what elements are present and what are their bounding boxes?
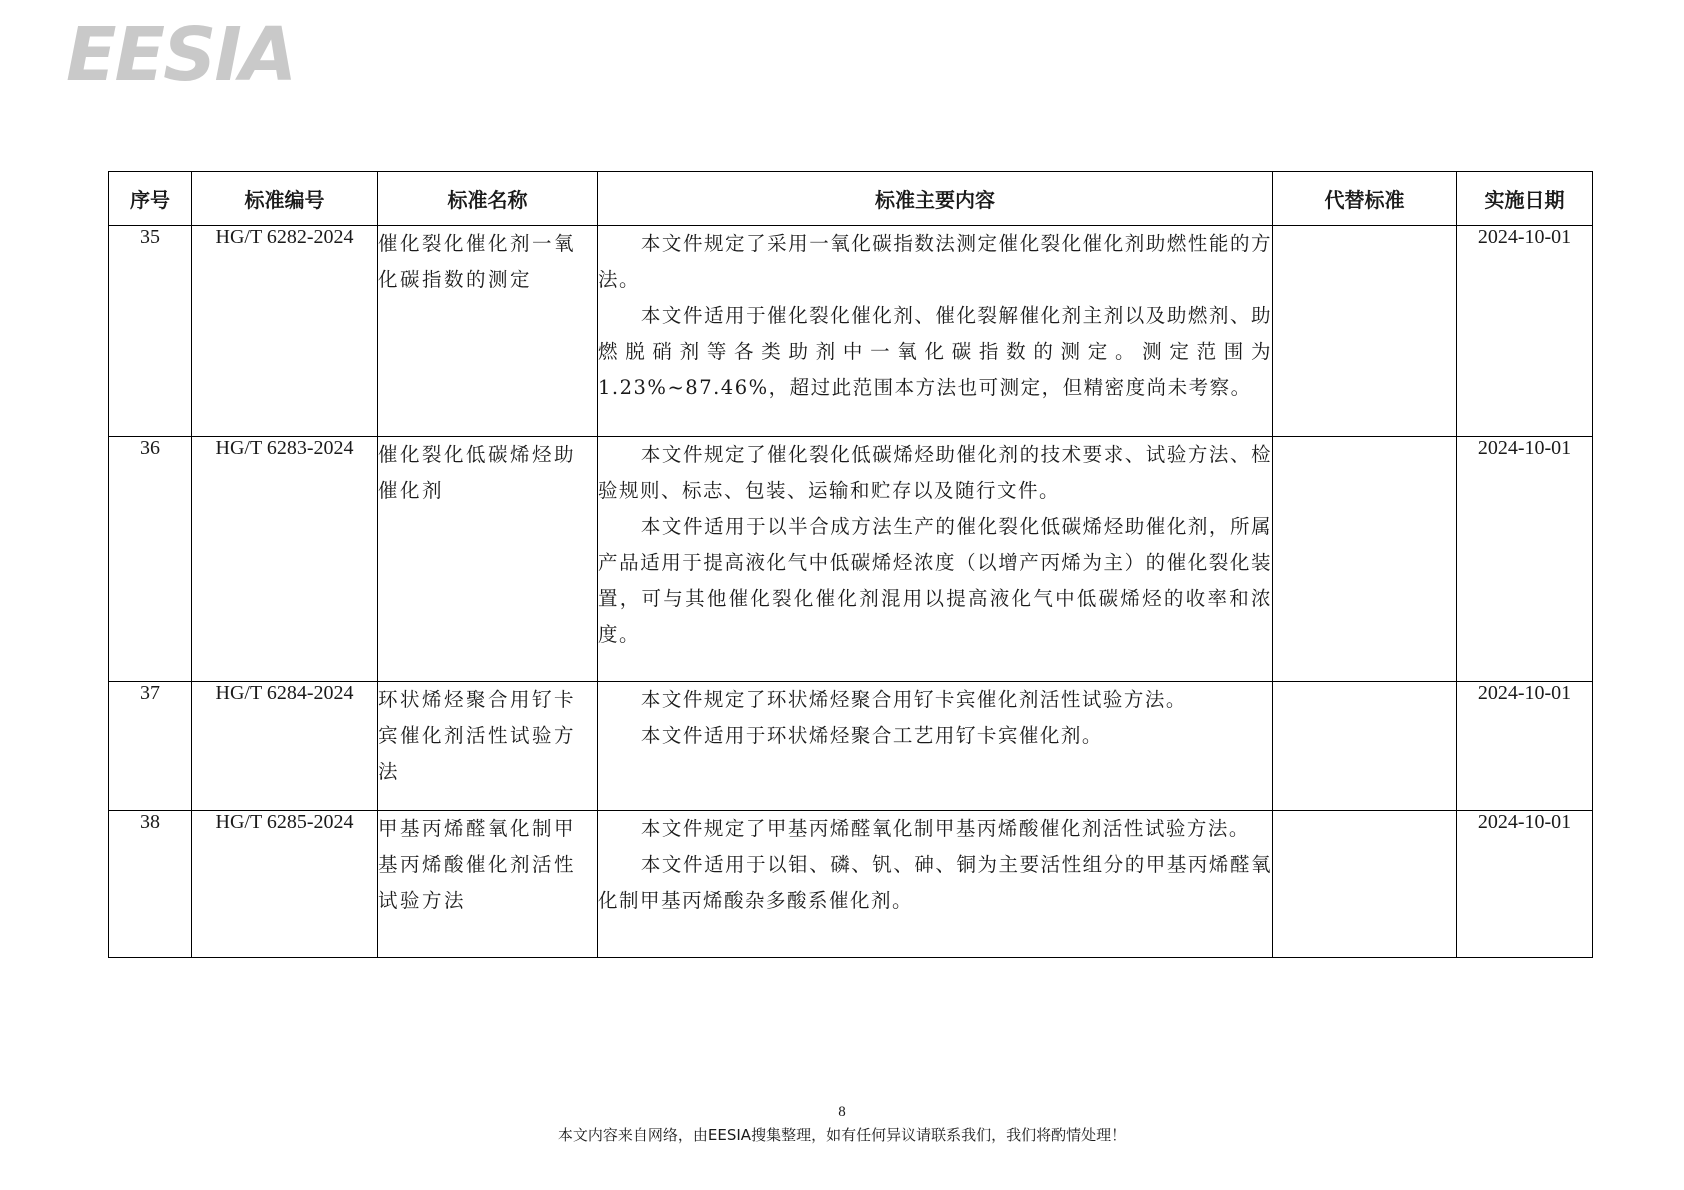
row-standard-name: 催化裂化催化剂一氧化碳指数的测定 <box>378 226 598 437</box>
row-serial-number: 37 <box>109 682 192 811</box>
table-row <box>109 682 1593 811</box>
row-standard-name: 甲基丙烯醛氧化制甲基丙烯酸催化剂活性试验方法 <box>378 811 598 958</box>
page-number: 8 <box>838 1104 846 1120</box>
row-effective-date: 2024-10-01 <box>1457 682 1593 811</box>
row-standard-code: HG/T 6285-2024 <box>192 811 378 958</box>
header-replaced-standard: 代替标准 <box>1273 172 1457 226</box>
row-effective-date: 2024-10-01 <box>1457 226 1593 437</box>
row-standard-name: 环状烯烃聚合用钌卡宾催化剂活性试验方法 <box>378 682 598 811</box>
header-effective-date: 实施日期 <box>1457 172 1593 226</box>
table-row <box>109 437 1593 682</box>
row-main-content <box>598 811 1273 958</box>
table-row <box>109 226 1593 437</box>
row-effective-date: 2024-10-01 <box>1457 437 1593 682</box>
row-main-content <box>598 437 1273 682</box>
standards-table <box>108 171 1593 958</box>
table-row <box>109 811 1593 958</box>
eesia-logo: EESIA <box>66 12 296 98</box>
row-replaced-standard <box>1273 811 1457 958</box>
row-replaced-standard <box>1273 682 1457 811</box>
content-paragraph: 本文件适用于环状烯烃聚合工艺用钌卡宾催化剂。 <box>640 724 1103 747</box>
row-effective-date: 2024-10-01 <box>1457 811 1593 958</box>
row-serial-number: 38 <box>109 811 192 958</box>
row-serial-number: 35 <box>109 226 192 437</box>
row-standard-code: HG/T 6284-2024 <box>192 682 378 811</box>
content-paragraph: 本文件规定了环状烯烃聚合用钌卡宾催化剂活性试验方法。 <box>640 688 1187 711</box>
content-paragraph: 本文件适用于以钼、磷、钒、砷、铜为主要活性组分的甲基丙烯醛氧化制甲基丙烯酸杂多酸系催化剂。 <box>598 853 1272 912</box>
content-paragraph: 本文件适用于催化裂化催化剂、催化裂解催化剂主剂以及助燃剂、助燃脱硝剂等各类助剂中一氧化碳指数的测定。测定范围为 1.23%~87.46%，超过此范围本方法也可测定，但精密度尚未考察。 <box>598 304 1272 399</box>
header-standard-name: 标准名称 <box>378 172 598 226</box>
row-standard-code: HG/T 6282-2024 <box>192 226 378 437</box>
footer-disclaimer: 本文内容来自网络，由EESIA搜集整理，如有任何异议请联系我们，我们将酌情处理！ <box>557 1126 1127 1144</box>
row-main-content <box>598 226 1273 437</box>
row-main-content <box>598 682 1273 811</box>
content-paragraph: 本文件规定了甲基丙烯醛氧化制甲基丙烯酸催化剂活性试验方法。 <box>640 817 1250 840</box>
table-header-row <box>109 172 1593 226</box>
content-paragraph: 本文件适用于以半合成方法生产的催化裂化低碳烯烃助催化剂，所属产品适用于提高液化气中低碳烯烃浓度（以增产丙烯为主）的催化裂化装置，可与其他催化裂化催化剂混用以提高液化气中低碳烯烃的收率和浓度。 <box>598 515 1272 646</box>
content-paragraph: 本文件规定了催化裂化低碳烯烃助催化剂的技术要求、试验方法、检验规则、标志、包装、运输和贮存以及随行文件。 <box>598 443 1272 502</box>
row-replaced-standard <box>1273 437 1457 682</box>
row-replaced-standard <box>1273 226 1457 437</box>
row-serial-number: 36 <box>109 437 192 682</box>
row-standard-name: 催化裂化低碳烯烃助催化剂 <box>378 437 598 682</box>
header-serial-number: 序号 <box>109 172 192 226</box>
content-paragraph: 本文件规定了采用一氧化碳指数法测定催化裂化催化剂助燃性能的方法。 <box>598 232 1272 291</box>
header-main-content: 标准主要内容 <box>598 172 1273 226</box>
header-standard-code: 标准编号 <box>192 172 378 226</box>
row-standard-code: HG/T 6283-2024 <box>192 437 378 682</box>
